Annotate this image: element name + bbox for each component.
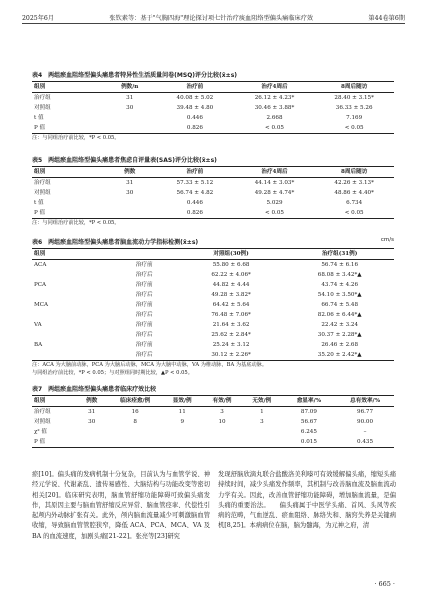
table-header-cell: 例数/n: [121, 84, 139, 90]
table-header-cell: 8周后随访: [341, 169, 368, 175]
table-cell: 0.015: [300, 439, 317, 445]
table-cell: 30.12 ± 2.26*: [211, 352, 251, 358]
table-cell: 11: [178, 409, 186, 415]
table-cell: < 0.05: [344, 125, 364, 131]
table-cell: t 值: [34, 115, 44, 121]
table-cell: 0.446: [186, 115, 203, 121]
table-cell: 39.48 ± 4.80: [176, 105, 214, 111]
table-row: [32, 123, 394, 134]
table-row: [32, 320, 394, 330]
table-cell: 21.64 ± 3.62: [212, 322, 250, 328]
table-row: [32, 270, 394, 280]
table-cell: P 值: [34, 210, 46, 216]
table-cell: 治疗前: [135, 282, 153, 288]
table-cell: 0.435: [357, 439, 374, 445]
body-text-right-column: 发现舒脑欣滴丸联合盐酸洛美利嗪可有效缓解偏头痛，缩短头痛持续时间，减少头痛发作频率，其机制与改善脑血流及脑血流动力学有关。因此，改善血管舒缩功能障碍，增加脑血流量，是偏头痛的重要治法。 偏头痛属于中医学头痛、首风、头风等疾病的范畴，气血逆乱、瘀血阻络、脉络失和、脑窍失养是关键病机[8,25]。本病病位在脑，脑为髓海，为元神之府，清: [218, 471, 396, 530]
table-cell: [32, 330, 112, 340]
table-4-note: 注：与同组治疗前比较，*P < 0.05。: [32, 135, 120, 141]
table-cell: VA: [34, 322, 42, 328]
header-title: 张钦素等：基于"气胸四海"理论探讨项七针治疗痰血阻络型偏头痛临床疗效: [109, 15, 314, 22]
table-cell: 76.48 ± 7.06*: [211, 312, 251, 318]
table-cell: 31: [126, 180, 134, 186]
table-cell: 56.74 ± 4.82: [176, 190, 214, 196]
table-cell: 30: [126, 190, 134, 196]
table-6-note-1: 注：ACA 为大脑前动脉，PCA 为大脑后动脉，MCA 为大脑中动脉，VA 为椎动脉，BA 为基底动脉。: [32, 362, 268, 368]
table-cell: 5.029: [266, 200, 283, 206]
table-cell: 62.22 ± 4.06*: [211, 272, 251, 278]
table-cell: 治疗后: [135, 332, 153, 338]
table-cell: 6.245: [300, 429, 317, 435]
table-row: [32, 93, 394, 104]
table-header-cell: 治疗4周后: [261, 169, 288, 175]
table-row: [32, 290, 394, 300]
table-cell: [32, 290, 112, 300]
table-7: [32, 384, 394, 448]
table-header-cell: [112, 249, 177, 260]
table-header-cell: 无效/例: [252, 398, 272, 404]
table-cell: 10: [218, 419, 226, 425]
table-cell: 0.826: [186, 125, 203, 131]
table-cell: 35.20 ± 2.42*▲: [317, 352, 362, 358]
table-cell: [162, 427, 202, 437]
table-cell: 治疗组: [34, 409, 51, 415]
table-cell: 治疗后: [135, 312, 153, 318]
table-cell: 49.28 ± 3.82*: [211, 292, 251, 298]
table-cell: 87.09: [300, 409, 317, 415]
table-cell: 16: [131, 409, 139, 415]
table-header-cell: 例数: [124, 169, 136, 175]
table-cell: P 值: [34, 125, 46, 131]
table-6-grid: [32, 248, 394, 361]
table-cell: 68.08 ± 3.42*▲: [317, 272, 362, 278]
table-6-note-2: 与同组治疗前比较，*P < 0.05；与对照组同时期比较，▲P < 0.05。: [32, 370, 193, 376]
table-cell: < 0.05: [344, 210, 364, 216]
body-text-left-column: 瘀[10]。偏头痛的发病机制十分复杂，目前认为与血管学说、神经元学说、代谢紊乱、遗传易感性、大脑结构与功能改变等密切相关[20]。临床研究表明，脑血管舒缩功能障碍可致偏头痛发作，其原因主要与脑血管舒缩反应异常、脑血管痉挛、代偿性引起颅内外动脉扩张有关。此外，颅内脑血流量减少可刺激脑血管收缩，导致脑血管管腔狭窄，降低 ACA、PCA、MCA、VA 及 BA 的血流速度，加剧头痛[21-22]。张亮等[23]研究: [32, 471, 210, 540]
table-cell: 25.62 ± 2.84*: [211, 332, 251, 338]
table-cell: 40.08 ± 5.02: [176, 95, 214, 101]
table-cell: 66.74 ± 5.48: [321, 302, 359, 308]
table-header-cell: 组别: [34, 169, 46, 175]
table-row: [32, 340, 394, 350]
table-cell: [75, 437, 108, 448]
table-header-cell: 治疗前: [186, 169, 204, 175]
table-4-grid: [32, 81, 394, 134]
header-date: 2025年6月: [22, 15, 55, 22]
table-cell: 6.734: [346, 200, 363, 206]
table-cell: [202, 437, 242, 448]
table-row: [32, 350, 394, 361]
table-row: [32, 330, 394, 340]
table-header-cell: 例数: [86, 398, 98, 404]
table-cell: 30: [88, 419, 96, 425]
table-4: [32, 70, 394, 142]
table-cell: [104, 198, 155, 208]
table-cell: 44.82 ± 4.44: [212, 282, 250, 288]
table-cell: 44.14 ± 3.03*: [254, 180, 295, 186]
table-cell: 治疗后: [135, 272, 153, 278]
table-header-cell: 组别: [34, 398, 46, 404]
table-7-grid: [32, 395, 394, 448]
table-cell: 治疗前: [135, 302, 153, 308]
table-cell: 82.06 ± 6.44*▲: [317, 312, 362, 318]
table-row: [32, 113, 394, 123]
table-header-cell: 总有效率/%: [350, 398, 380, 404]
table-cell: 1: [260, 409, 264, 415]
table-cell: [202, 427, 242, 437]
table-cell: 0.446: [186, 200, 203, 206]
table-cell: [104, 113, 155, 123]
table-header-cell: 治疗组(31例): [321, 251, 358, 257]
table-row: [32, 178, 394, 189]
table-4-caption: 表4 两组瘀血阻络型偏头痛患者特异性生活质量问卷(MSQ)评分比较(x̄±s): [32, 72, 238, 79]
table-cell: 31: [126, 95, 134, 101]
table-cell: [108, 437, 162, 448]
table-cell: 8: [133, 419, 137, 425]
table-6-caption-row: [32, 237, 394, 246]
table-header-cell: 愈显率/%: [296, 398, 321, 404]
table-cell: t 值: [34, 200, 44, 206]
table-cell: 30: [126, 105, 134, 111]
table-cell: 30.37 ± 2.28*▲: [317, 332, 362, 338]
table-cell: [32, 270, 112, 280]
table-cell: 对照组: [34, 190, 51, 196]
table-row: [32, 300, 394, 310]
table-cell: [242, 437, 282, 448]
table-cell: 治疗组: [34, 180, 51, 186]
table-cell: 55.80 ± 6.68: [212, 262, 250, 268]
table-cell: –: [363, 429, 367, 435]
table-cell: 对照组: [34, 419, 51, 425]
table-row: [32, 198, 394, 208]
table-cell: 49.28 ± 4.74*: [254, 190, 295, 196]
table-cell: 56.74 ± 6.16: [321, 262, 359, 268]
table-header-cell: 有效/例: [212, 398, 232, 404]
table-cell: 56.67: [300, 419, 317, 425]
table-7-caption: 表7 两组瘀血阻络型偏头痛患者临床疗效比较: [32, 386, 157, 393]
table-cell: 22.42 ± 3.24: [321, 322, 359, 328]
table-cell: 48.86 ± 4.40*: [334, 190, 374, 196]
table-cell: 96.77: [357, 409, 374, 415]
running-header: [22, 8, 405, 22]
table-cell: 42.26 ± 3.13*: [334, 180, 374, 186]
table-row: [32, 407, 394, 418]
table-header-cell: 8周后随访: [341, 84, 368, 90]
table-header-cell: 显效/例: [172, 398, 192, 404]
table-cell: [75, 427, 108, 437]
table-header-cell: 组别: [34, 251, 46, 257]
table-6: [32, 237, 394, 377]
table-cell: 36.33 ± 5.26: [335, 105, 373, 111]
table-cell: [162, 437, 202, 448]
table-cell: ACA: [34, 262, 47, 268]
table-header-cell: 组别: [34, 84, 46, 90]
table-cell: 26.12 ± 4.23*: [254, 95, 295, 101]
header-volume: 第44卷第6期: [368, 15, 405, 22]
table-cell: 7.169: [346, 115, 363, 121]
table-cell: 31: [88, 409, 96, 415]
table-row: [32, 208, 394, 219]
table-cell: BA: [34, 342, 43, 348]
table-cell: 43.74 ± 4.26: [321, 282, 359, 288]
table-6-caption: 表6 两组瘀血阻络型偏头痛患者脑血流动力学指标检测(x̄±s): [32, 239, 199, 246]
table-cell: 对照组: [34, 105, 51, 111]
page-number: · 665 ·: [374, 580, 395, 588]
table-5-grid: [32, 166, 394, 219]
table-cell: 64.42 ± 5.64: [212, 302, 250, 308]
table-header-cell: 治疗4周后: [261, 84, 288, 90]
table-cell: 54.10 ± 3.50*▲: [317, 292, 362, 298]
table-cell: 2.668: [266, 115, 283, 121]
table-cell: P 值: [34, 439, 46, 445]
table-cell: [242, 427, 282, 437]
table-row: [32, 427, 394, 437]
table-cell: 治疗后: [135, 352, 153, 358]
table-row: [32, 417, 394, 427]
table-row: [32, 310, 394, 320]
table-cell: MCA: [34, 302, 49, 308]
table-row: [32, 260, 394, 271]
table-cell: [104, 123, 155, 134]
table-cell: PCA: [34, 282, 47, 288]
table-header-cell: 治疗前: [186, 84, 204, 90]
table-row: [32, 188, 394, 198]
table-cell: 治疗组: [34, 95, 51, 101]
table-5: [32, 155, 394, 227]
table-cell: [32, 310, 112, 320]
table-cell: 治疗前: [135, 342, 153, 348]
table-cell: 0.826: [186, 210, 203, 216]
header-rule: [22, 23, 405, 24]
table-cell: 治疗前: [135, 262, 153, 268]
table-cell: 30.46 ± 3.88*: [254, 105, 295, 111]
table-cell: 25.24 ± 3.12: [212, 342, 250, 348]
table-header-cell: 对照组(30例): [213, 251, 249, 257]
table-cell: 90.00: [357, 419, 374, 425]
table-cell: χ² 值: [34, 429, 48, 435]
table-cell: 57.33 ± 5.12: [176, 180, 214, 186]
table-cell: 26.46 ± 2.68: [321, 342, 359, 348]
table-cell: < 0.05: [265, 125, 284, 131]
table-header-cell: 临床痊愈/例: [120, 398, 151, 404]
table-cell: [104, 208, 155, 219]
table-row: [32, 103, 394, 113]
table-6-unit: cm/s: [380, 237, 394, 243]
table-5-caption: 表5 两组瘀血阻络型偏头痛患者焦虑自评量表(SAS)评分比较(x̄±s): [32, 157, 217, 164]
table-cell: [32, 350, 112, 361]
table-cell: 28.40 ± 3.15*: [334, 95, 374, 101]
table-cell: 3: [260, 419, 264, 425]
table-cell: [108, 427, 162, 437]
table-cell: 治疗前: [135, 322, 153, 328]
table-cell: 9: [180, 419, 184, 425]
table-cell: < 0.05: [265, 210, 284, 216]
table-5-note: 注：与同组治疗前比较，*P < 0.05。: [32, 220, 120, 226]
table-row: [32, 437, 394, 448]
table-row: [32, 280, 394, 290]
table-cell: 3: [220, 409, 224, 415]
table-cell: 治疗后: [135, 292, 153, 298]
